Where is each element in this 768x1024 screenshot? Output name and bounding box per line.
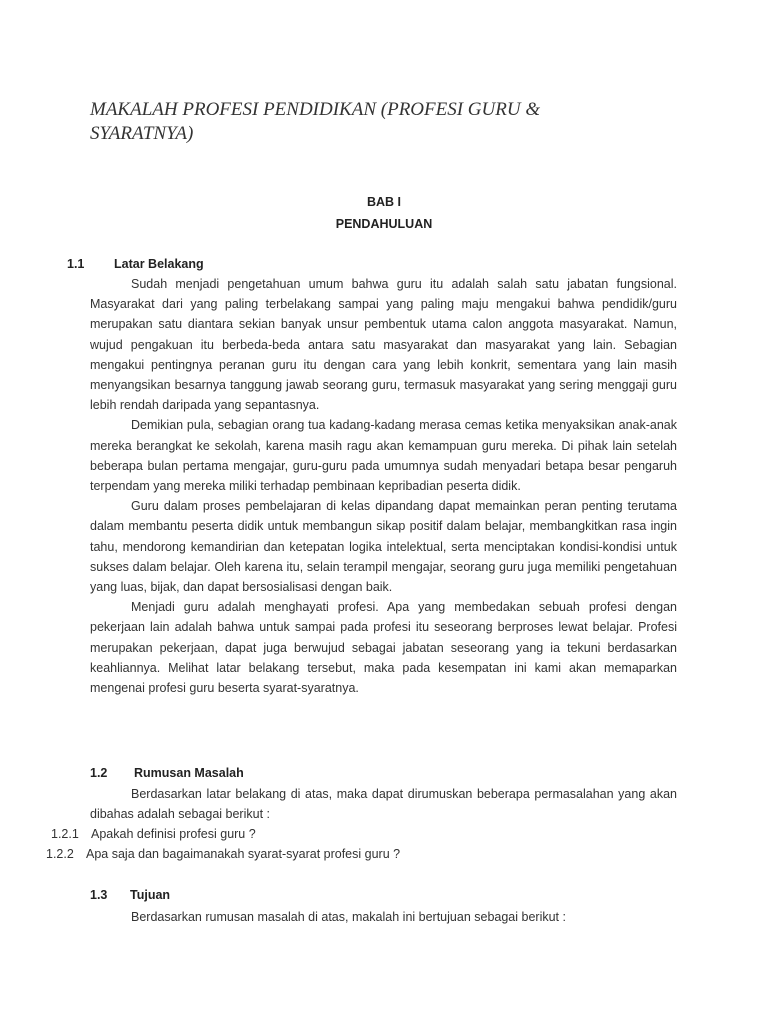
paragraph: Guru dalam proses pembelajaran di kelas dipandang dapat memainkan peran penting terutama dalam membantu peserta didik untuk membangun sikap positif dalam belajar, membangkitkan rasa ingin tahu, mendorong kemandirian dan ketepatan logika intelektual, serta menciptakan kondisi-kondisi untuk sukses dalam belajar. Oleh karena itu, selain terampil mengajar, seorang guru juga memiliki pengetahuan yang luas, bijak, dan dapat bersosialisasi dengan baik. (90, 499, 677, 595)
paragraph: Sudah menjadi pengetahuan umum bahwa guru itu adalah salah satu jabatan fungsional. Masyarakat dari yang paling terbelakang sampai yang paling maju mengakui bahwa pendidik/guru merupakan satu diantara sekian banyak unsur pembentuk utama calon anggota masyarakat. Namun, wujud pengakuan itu berbeda-beda antara satu masyarakat dan masyarakat yang lain. Sebagian mengakui pentingnya peranan guru itu dengan cara yang lebih konkrit, sementara yang lain masih menyangsikan besarnya tanggung jawab seorang guru, termasuk masyarakat yang sering menggaji guru lebih rendah daripada yang sepantasnya. (90, 277, 677, 413)
section-title: Tujuan (130, 888, 171, 902)
list-item-text: Apakah definisi profesi guru ? (91, 827, 256, 841)
section-number: 1.2 (90, 766, 108, 780)
section-title: Latar Belakang (114, 257, 204, 271)
section-title: Rumusan Masalah (134, 766, 244, 780)
paragraph: Demikian pula, sebagian orang tua kadang-kadang merasa cemas ketika menyaksikan anak-anak mereka berangkat ke sekolah, karena masih ragu akan kemampuan guru mereka. Di pihak lain setelah beberapa bulan pertama mengajar, guru-guru pada umumnya sudah menyadari betapa besar pengaruh terpendam yang mereka miliki terhadap pembinaan kepribadian peserta didik. (90, 418, 677, 494)
list-item-number: 1.2.1 (51, 827, 79, 841)
section-heading-latar-belakang (67, 257, 367, 273)
chapter-number: BAB I (366, 195, 402, 209)
list-item-text: Apa saja dan bagaimanakah syarat-syarat profesi guru ? (86, 847, 401, 861)
section-number: 1.1 (67, 257, 85, 271)
list-item-number: 1.2.2 (46, 847, 74, 861)
section-heading-rumusan-masalah (90, 766, 390, 782)
section-heading-tujuan (90, 888, 390, 904)
section-intro-tujuan (90, 907, 677, 927)
paragraph: Menjadi guru adalah menghayati profesi. Apa yang membedakan sebuah profesi dengan pekerjaan lain adalah bahwa untuk sampai pada profesi itu seseorang berproses lewat belajar. Profesi merupakan pekerjaan, dapat juga berwujud sebagai jabatan seseorang yang ia tekuni berdasarkan keahliannya. Melihat latar belakang tersebut, maka pada kesempatan ini kami akan memaparkan mengenai profesi guru beserta syarat-syaratnya. (90, 600, 677, 696)
document-title: MAKALAH PROFESI PENDIDIKAN (PROFESI GURU & SYARATNYA) (90, 99, 541, 144)
list-item (51, 827, 256, 841)
paragraph: Berdasarkan rumusan masalah di atas, makalah ini bertujuan sebagai berikut : (131, 910, 566, 924)
section-number: 1.3 (90, 888, 108, 902)
section-body-latar-belakang (90, 274, 677, 698)
list-item (46, 847, 400, 861)
section-intro-rumusan-masalah (90, 784, 677, 824)
paragraph: Berdasarkan latar belakang di atas, maka dapat dirumuskan beberapa permasalahan yang akan dibahas adalah sebagai berikut : (90, 787, 677, 822)
chapter-title: PENDAHULUAN (335, 217, 433, 231)
